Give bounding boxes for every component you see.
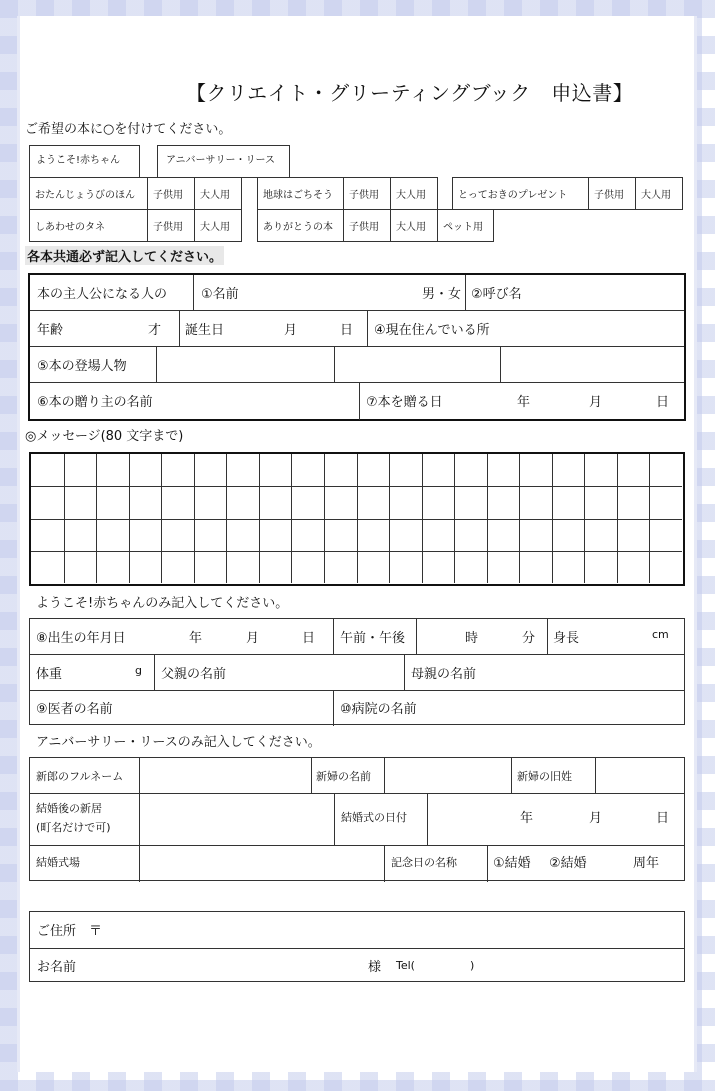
book-selection-instruction: ご希望の本に○を付けてください。 bbox=[25, 122, 232, 137]
common-info-table bbox=[28, 273, 686, 421]
bride-name-label: 新婦の名前 bbox=[316, 770, 371, 783]
gift-year-unit: 年 bbox=[517, 395, 531, 410]
book-row-present bbox=[452, 177, 683, 210]
birth-month-unit: 月 bbox=[246, 631, 260, 646]
age-unit: 才 bbox=[148, 323, 162, 338]
birth-date-label: ⑧出生の年月日 bbox=[36, 631, 126, 646]
wedding-date-label: 結婚式の日付 bbox=[341, 811, 407, 824]
bride-maiden-label: 新婦の旧姓 bbox=[517, 770, 572, 783]
book-row-birthday bbox=[29, 177, 242, 210]
book-row-thanks bbox=[257, 209, 494, 242]
birth-minute-unit: 分 bbox=[522, 631, 536, 646]
contact-name-input[interactable] bbox=[100, 951, 360, 979]
book-option-anniversary-wreath[interactable]: アニバーサリー・リース bbox=[157, 145, 290, 178]
book-name-earth: 地球はごちそう bbox=[258, 178, 344, 210]
baby-info-table bbox=[29, 618, 685, 725]
anniversary-option-2[interactable]: ②結婚 bbox=[549, 856, 587, 871]
gift-day-unit: 日 bbox=[656, 395, 670, 410]
age-label: 年齢 bbox=[37, 323, 64, 338]
option-child[interactable]: 子供用 bbox=[148, 178, 195, 210]
baby-section-heading: ようこそ!赤ちゃんのみ記入してください。 bbox=[36, 596, 289, 611]
nickname-label: ②呼び名 bbox=[471, 287, 522, 302]
birth-day-unit: 日 bbox=[302, 631, 316, 646]
option-child[interactable]: 子供用 bbox=[589, 178, 636, 210]
birthday-label: 誕生日 bbox=[185, 323, 225, 338]
hospital-name-label: ⑩病院の名前 bbox=[340, 702, 417, 717]
sex-selector[interactable]: 男・女 bbox=[422, 287, 462, 302]
giver-label: ⑥本の贈り主の名前 bbox=[37, 395, 153, 410]
protagonist-label: 本の主人公になる人の bbox=[37, 287, 168, 302]
wedding-month-unit: 月 bbox=[589, 811, 603, 826]
option-adult[interactable]: 大人用 bbox=[195, 210, 242, 242]
venue-label: 結婚式場 bbox=[36, 856, 80, 869]
option-child[interactable]: 子供用 bbox=[344, 210, 391, 242]
mother-name-label: 母親の名前 bbox=[411, 667, 477, 682]
book-option-welcome-baby[interactable]: ようこそ!赤ちゃん bbox=[29, 145, 140, 178]
groom-name-label: 新郎のフルネーム bbox=[36, 770, 124, 783]
character-input-3[interactable] bbox=[502, 349, 682, 380]
name-input[interactable] bbox=[245, 279, 415, 306]
honorific-label: 様 bbox=[368, 960, 382, 975]
book-row-seed bbox=[29, 209, 242, 242]
message-grid[interactable] bbox=[29, 452, 685, 586]
common-section-heading: 各本共通必ず記入してください。 bbox=[25, 246, 224, 265]
birth-hour-unit: 時 bbox=[465, 631, 479, 646]
gift-month-unit: 月 bbox=[589, 395, 603, 410]
address-label: ④現在住んでいる所 bbox=[374, 323, 490, 338]
book-name-seed: しあわせのタネ bbox=[30, 210, 148, 242]
option-adult[interactable]: 大人用 bbox=[391, 178, 438, 210]
birth-year-unit: 年 bbox=[189, 631, 203, 646]
contact-name-label: お名前 bbox=[37, 960, 77, 975]
message-label: ◎メッセージ(80 文字まで) bbox=[25, 429, 184, 444]
father-name-label: 父親の名前 bbox=[161, 667, 227, 682]
gift-date-label: ⑦本を贈る日 bbox=[366, 395, 443, 410]
form-title: 【クリエイト・グリーティングブック 申込書】 bbox=[186, 81, 634, 105]
doctor-name-label: ⑨医者の名前 bbox=[36, 702, 113, 717]
option-adult[interactable]: 大人用 bbox=[195, 178, 242, 210]
name-label: ①名前 bbox=[201, 287, 239, 302]
book-name-present: とっておきのプレゼント bbox=[453, 178, 589, 210]
contact-table bbox=[29, 911, 685, 982]
character-input-2[interactable] bbox=[336, 349, 498, 380]
weight-unit: g bbox=[135, 664, 142, 677]
option-adult[interactable]: 大人用 bbox=[391, 210, 438, 242]
wedding-day-unit: 日 bbox=[656, 811, 670, 826]
option-pet[interactable]: ペット用 bbox=[438, 210, 494, 242]
tel-label: Tel( ) bbox=[396, 959, 475, 972]
book-name-thanks: ありがとうの本 bbox=[258, 210, 344, 242]
new-home-label: 結婚後の新居 bbox=[36, 802, 102, 815]
weight-label: 体重 bbox=[36, 667, 63, 682]
character-input-1[interactable] bbox=[158, 349, 332, 380]
anniversary-unit: 周年 bbox=[633, 856, 660, 871]
option-adult[interactable]: 大人用 bbox=[636, 178, 683, 210]
anniversary-option-1[interactable]: ①結婚 bbox=[493, 856, 531, 871]
message-grid-lines bbox=[31, 454, 682, 583]
book-name-birthday: おたんじょうびのほん bbox=[30, 178, 148, 210]
wedding-year-unit: 年 bbox=[520, 811, 534, 826]
option-child[interactable]: 子供用 bbox=[148, 210, 195, 242]
nickname-input[interactable] bbox=[535, 279, 675, 306]
contact-address-label: ご住所 〒 bbox=[37, 924, 103, 939]
contact-address-input[interactable] bbox=[140, 915, 680, 945]
option-child[interactable]: 子供用 bbox=[344, 178, 391, 210]
new-home-note: (町名だけで可) bbox=[36, 821, 111, 834]
wreath-section-heading: アニバーサリー・リースのみ記入してください。 bbox=[36, 735, 321, 750]
book-row-earth bbox=[257, 177, 438, 210]
height-label: 身長 bbox=[553, 631, 580, 646]
anniversary-name-label: 記念日の名称 bbox=[391, 856, 457, 869]
wreath-info-table bbox=[29, 757, 685, 881]
birthday-day-unit: 日 bbox=[340, 323, 354, 338]
height-unit: cm bbox=[652, 628, 669, 641]
ampm-selector[interactable]: 午前・午後 bbox=[340, 631, 406, 646]
birthday-month-unit: 月 bbox=[284, 323, 298, 338]
characters-label: ⑤本の登場人物 bbox=[37, 359, 127, 374]
